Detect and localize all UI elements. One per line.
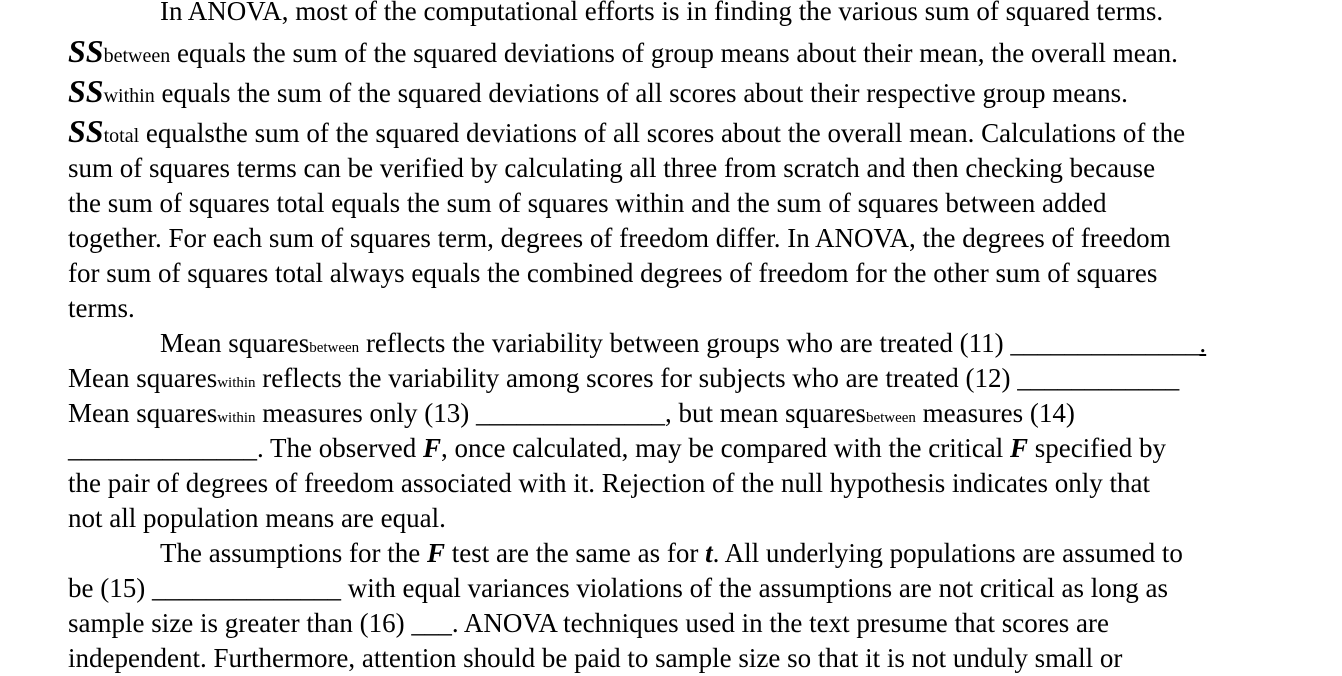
f-symbol: F xyxy=(426,538,445,568)
ms-between-line xyxy=(68,326,1330,361)
ms-between-subscript: between xyxy=(865,410,916,426)
ms-compare-line xyxy=(68,396,1330,431)
text-line: terms. xyxy=(68,293,135,323)
blank-11-text: reflects the variability between groups who are treated (11) ______________ xyxy=(359,328,1200,358)
ms-within-line xyxy=(68,361,1330,396)
ms-within-subscript: within xyxy=(217,410,256,426)
paragraph-intro-line: In ANOVA, most of the computational efforts is in finding the various sum of squared terms. xyxy=(160,0,1164,26)
ms-within-subscript: within xyxy=(217,375,256,391)
t-symbol: t xyxy=(705,538,713,568)
mean-squares-text: Mean squares xyxy=(160,328,310,358)
mean-squares-text: Mean squares xyxy=(68,363,218,393)
f-symbol: F xyxy=(422,433,441,463)
text-line: together. For each sum of squares term, degrees of freedom differ. In ANOVA, the degrees of freedom xyxy=(68,223,1171,253)
document-page xyxy=(68,0,1330,676)
ss-within-subscript: within xyxy=(103,85,155,107)
ss-within-text: equals the sum of the squared deviations of all scores about their respective group means. xyxy=(154,78,1128,108)
paragraph-assumptions xyxy=(68,536,1330,676)
f-symbol: F xyxy=(1009,433,1028,463)
specified-text: specified by xyxy=(1028,433,1166,463)
observed-f-line xyxy=(68,431,1330,466)
ms-between-subscript: between xyxy=(309,340,360,356)
text-line: for sum of squares total always equals the combined degrees of freedom for the other sum of squares xyxy=(68,258,1158,288)
compare-text: , once calculated, may be compared with the critical xyxy=(440,433,1010,463)
text-line: sum of squares terms can be verified by calculating all three from scratch and then checking because xyxy=(68,153,1156,183)
ss-total-subscript: total xyxy=(103,125,140,147)
blank-14-text: measures (14) xyxy=(915,398,1075,428)
text-line: the pair of degrees of freedom associated with it. Rejection of the null hypothesis indicates only that xyxy=(68,468,1150,498)
ss-symbol: SS xyxy=(68,33,104,69)
paragraph-sum-of-squares xyxy=(68,0,1330,326)
text-line: be (15) ______________ with equal variances violations of the assumptions are not critical as long as xyxy=(68,573,1168,603)
same-as-text: test are the same as for xyxy=(444,538,706,568)
text-line: not all population means are equal. xyxy=(68,503,446,533)
paragraph-mean-squares xyxy=(68,326,1330,536)
text-line: the sum of squares total equals the sum of squares within and the sum of squares between added xyxy=(68,188,1107,218)
ss-between-line xyxy=(68,31,1330,71)
text-line: sample size is greater than (16) ___. ANOVA techniques used in the text presume that scores are xyxy=(68,608,1109,638)
ss-total-text: equalsthe sum of the squared deviations of all scores about the overall mean. Calculations of the xyxy=(139,118,1186,148)
ss-symbol: SS xyxy=(68,73,104,109)
observed-text: ______________. The observed xyxy=(68,433,423,463)
assumptions-text: The assumptions for the xyxy=(160,538,427,568)
ss-within-line xyxy=(68,71,1330,111)
populations-text: . All underlying populations are assumed to xyxy=(712,538,1183,568)
ss-between-text: equals the sum of the squared deviations of group means about their mean, the overall mean. xyxy=(170,38,1178,68)
ss-symbol: SS xyxy=(68,113,104,149)
blank-13-text: measures only (13) ______________, but mean squares xyxy=(255,398,866,428)
period-underlined: . xyxy=(1199,328,1207,358)
assumptions-line xyxy=(68,536,1330,571)
text-line: independent. Furthermore, attention should be paid to sample size so that it is not unduly small or xyxy=(68,643,1123,673)
mean-squares-text: Mean squares xyxy=(68,398,218,428)
ss-total-line xyxy=(68,111,1330,151)
ss-between-subscript: between xyxy=(103,45,171,67)
blank-12-text: reflects the variability among scores for subjects who are treated (12) ____________ xyxy=(255,363,1180,393)
